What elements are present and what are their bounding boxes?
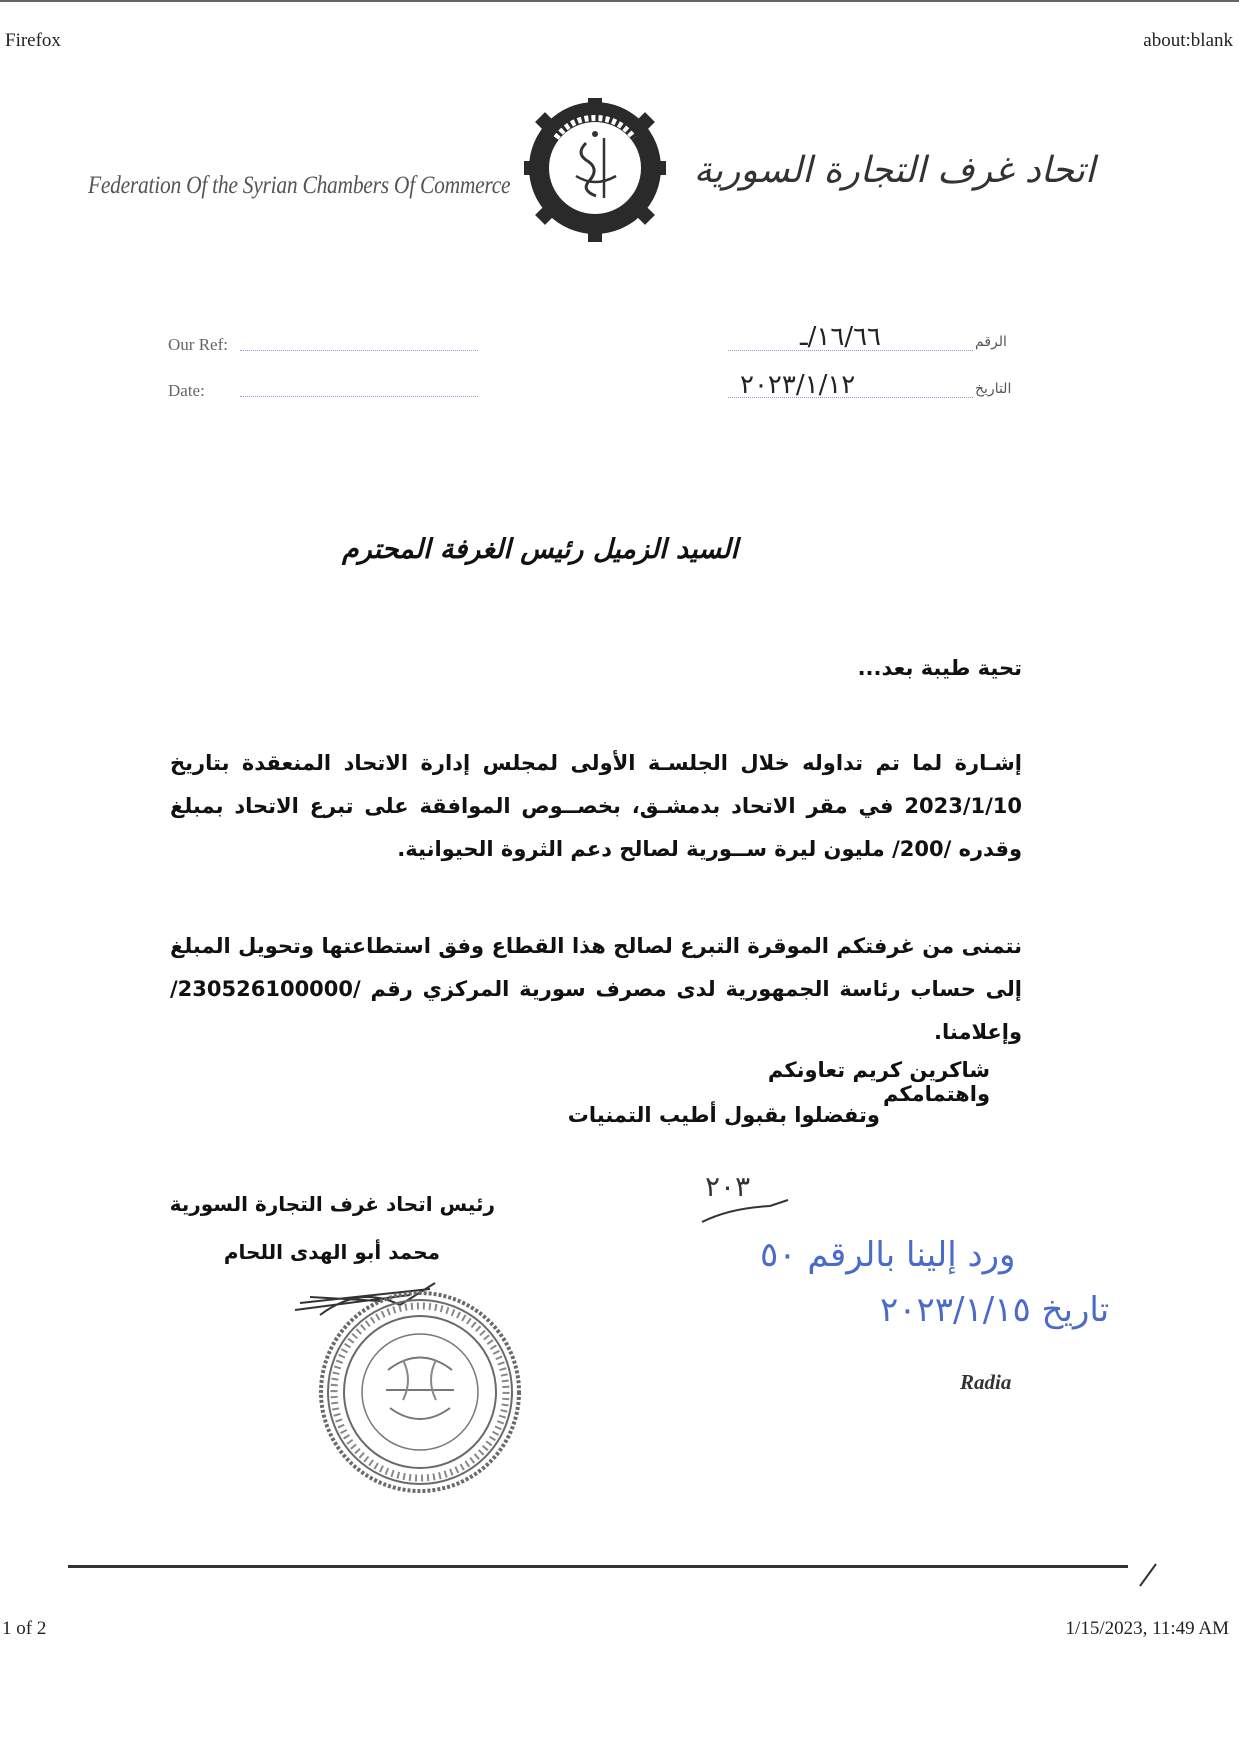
federation-name-en: Federation Of the Syrian Chambers Of Commerce	[88, 172, 511, 199]
print-url: about:blank	[1143, 30, 1233, 51]
signatory-title: رئيس اتحاد غرف التجارة السورية	[169, 1192, 495, 1216]
letter-paragraph-2: نتمنى من غرفتكم الموقرة التبرع لصالح هذا القطاع وفق استطاعتها وتحويل المبلغ إلى حساب رئاسة الجمهورية لدى مصرف سورية المركزي رقم /230526100000/ وإعلامنا.	[170, 934, 1022, 1044]
seal-stamp-icon	[321, 1293, 519, 1491]
our-ref-line	[240, 350, 478, 351]
initials-radia: Radia	[960, 1370, 1012, 1394]
footer-rule	[68, 1565, 1128, 1568]
handwritten-note-line-2: تاريخ ٢٠٢٣/١/١٥	[880, 1290, 1110, 1330]
print-app-name: Firefox	[5, 30, 61, 51]
top-rule	[0, 0, 1239, 2]
letter-paragraph-1: إشـارة لما تم تداوله خلال الجلسـة الأولى لمجلس إدارة الاتحاد المنعقدة بتاريخ 2023/1/10 في مقر الاتحاد بدمشـق، بخصــوص الموافقة على تبرع الاتحاد بمبلغ وقدره /200/ مليون ليرة ســورية لصالح دعم الثروة الحيوانية.	[170, 751, 1022, 861]
ref-label-ar: الرقم	[975, 334, 1007, 350]
footer-slash-mark	[1136, 1562, 1160, 1588]
handwritten-note-line-1: ورد إلينا بالرقم ٥٠	[760, 1235, 1016, 1275]
letter-greeting: تحية طيبة بعد...	[857, 656, 1022, 680]
closing-line-1: شاكرين كريم تعاونكم واهتمامكم	[767, 1058, 990, 1106]
date-label-ar: التاريخ	[975, 381, 1012, 397]
closing-line-2: وتفضلوا بقبول أطيب التمنيات	[567, 1103, 880, 1127]
date-label: Date:	[168, 381, 205, 400]
date-value-handwritten: ٢٠٢٣/١/١٢	[740, 370, 856, 400]
letter-salutation: السيد الزميل رئيس الغرفة المحترم	[341, 534, 739, 565]
cog-logo-icon	[524, 98, 666, 242]
handwritten-code: ٢٠٣	[705, 1170, 751, 1203]
ref-value-handwritten: ١٦/٦٦/ـ	[800, 322, 882, 352]
date-line	[240, 396, 478, 397]
federation-logo	[516, 98, 674, 248]
federation-name-ar: اتحاد غرف التجارة السورية	[693, 150, 1095, 191]
print-timestamp: 1/15/2023, 11:49 AM	[1065, 1618, 1229, 1639]
signatory-name: محمد أبو الهدى اللحام	[223, 1240, 440, 1264]
our-ref-label: Our Ref:	[168, 335, 228, 354]
official-seal	[318, 1290, 523, 1495]
print-page-indicator: 1 of 2	[2, 1618, 47, 1639]
